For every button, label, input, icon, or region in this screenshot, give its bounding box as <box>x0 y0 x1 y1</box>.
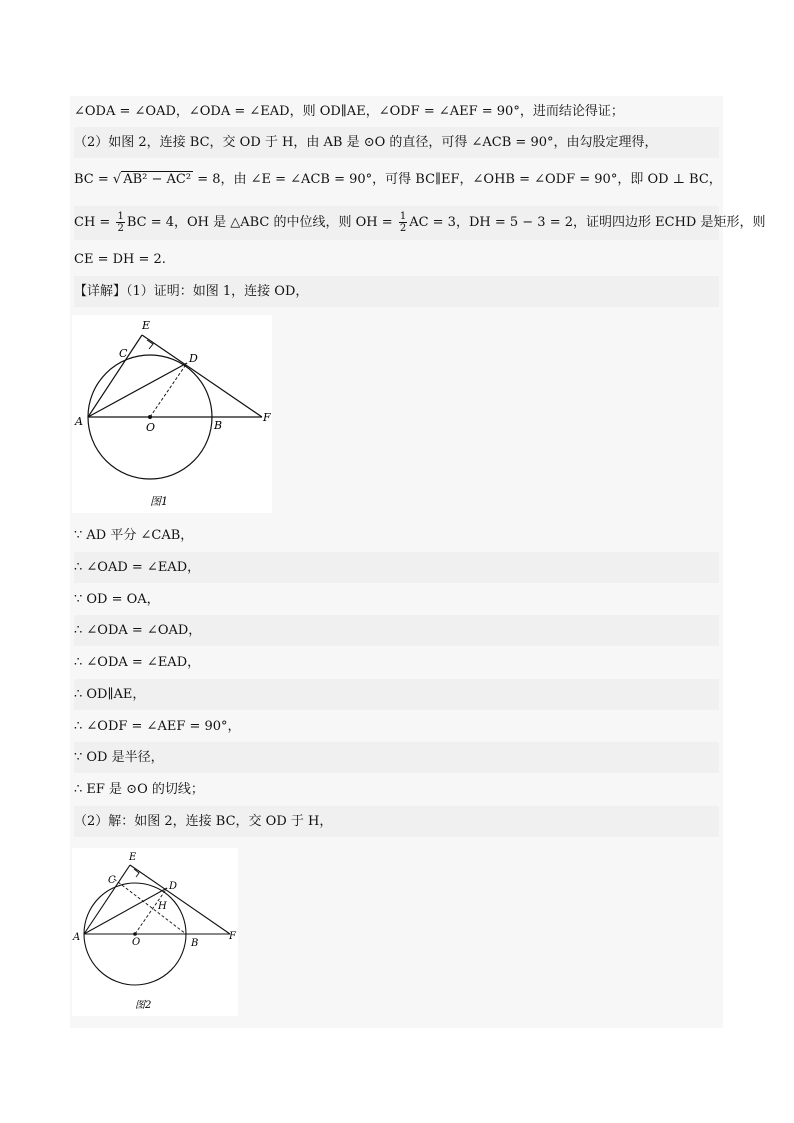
analysis-text-4a: CH = <box>74 215 115 230</box>
line-ef <box>142 335 262 417</box>
fraction-numerator: 1 <box>117 211 124 222</box>
line-od-dashed <box>150 363 187 417</box>
label-e: E <box>142 319 151 332</box>
figure-2-caption: 图2 <box>135 1000 152 1011</box>
line-ad <box>84 888 167 934</box>
label-e: E <box>129 852 137 863</box>
label-f: F <box>229 931 236 942</box>
fraction-denominator: 2 <box>117 223 124 234</box>
analysis-text-4b: BC = 4，OH 是 △ABC 的中位线，则 OH = <box>126 215 397 230</box>
line-ae <box>88 335 142 417</box>
detail-step-4 <box>74 615 719 646</box>
analysis-text-5: CE = DH = 2. <box>74 252 166 267</box>
analysis-line-5 <box>74 244 719 275</box>
detail-step-text: ∵ OD = OA， <box>74 592 160 607</box>
detail-step-10 <box>74 806 719 837</box>
analysis-text-4c: AC = 3，DH = 5 − 3 = 2，证明四边形 ECHD 是矩形，则 <box>409 215 766 230</box>
point-o <box>148 415 152 419</box>
label-c: C <box>108 875 116 886</box>
figure-2 <box>72 848 238 1016</box>
label-h: H <box>158 901 167 912</box>
detail-step-text: ∴ EF 是 ⊙O 的切线； <box>74 782 204 797</box>
detail-step-3 <box>74 584 719 615</box>
label-o: O <box>132 937 141 948</box>
detail-step-text: ∴ OD∥AE， <box>74 687 146 702</box>
label-b: B <box>214 419 223 432</box>
line-ad <box>88 363 187 417</box>
sqrt-radicand: AB² − AC² <box>123 172 192 187</box>
detail-step-text: ∴ ∠ODA = ∠OAD， <box>74 623 202 638</box>
label-a: A <box>75 415 83 428</box>
label-f: F <box>263 411 271 424</box>
detail-step-1 <box>74 520 719 551</box>
detail-step-text: （2）解：如图 2，连接 BC，交 OD 于 H， <box>74 814 333 829</box>
fraction-half-1 <box>116 211 124 234</box>
detail-heading <box>74 276 719 307</box>
fraction-numerator: 1 <box>399 211 407 222</box>
label-o: O <box>146 421 156 434</box>
detail-step-text: ∴ ∠ODF = ∠AEF = 90°， <box>74 719 241 734</box>
detail-step-6 <box>74 679 719 710</box>
analysis-text-3c: = 8，由 ∠E = ∠ACB = 90°，可得 BC∥EF，∠OHB = ∠ODF = 90°，即 OD ⊥ BC， <box>193 172 722 187</box>
label-d: D <box>189 352 198 365</box>
analysis-text-1: ∠ODA = ∠OAD，∠ODA = ∠EAD，则 OD∥AE，∠ODF = ∠AEF = 90°，进而结论得证； <box>74 104 624 119</box>
detail-step-text: ∴ ∠ODA = ∠EAD， <box>74 655 201 670</box>
analysis-text-2: （2）如图 2，连接 BC，交 OD 于 H，由 AB 是 ⊙O 的直径，可得 ∠ACB = 90°，由勾股定理得， <box>74 135 658 150</box>
analysis-line-2 <box>74 127 719 158</box>
line-ef <box>130 865 230 934</box>
analysis-text-3a: BC = <box>74 172 113 187</box>
line-ae <box>84 865 130 934</box>
detail-heading-text: 【详解】（1）证明：如图 1，连接 OD， <box>74 284 309 299</box>
analysis-line-1 <box>74 96 719 127</box>
figure-2-diagram <box>72 848 238 1016</box>
detail-step-text: ∵ OD 是半径， <box>74 750 164 765</box>
detail-step-7 <box>74 711 719 742</box>
detail-step-9 <box>74 774 719 805</box>
analysis-line-3 <box>74 164 722 195</box>
label-a: A <box>73 932 81 943</box>
detail-step-2 <box>74 552 719 583</box>
figure-1-diagram <box>72 315 272 513</box>
analysis-line-4 <box>74 206 766 240</box>
detail-step-text: ∴ ∠OAD = ∠EAD， <box>74 560 201 575</box>
detail-step-8 <box>74 742 719 773</box>
label-c: C <box>119 347 128 360</box>
fraction-half-2 <box>399 211 407 234</box>
figure-1-caption: 图1 <box>150 495 168 508</box>
label-b: B <box>191 938 199 949</box>
label-d: D <box>169 881 178 892</box>
detail-step-5 <box>74 647 719 678</box>
point-o <box>133 932 137 936</box>
figure-1 <box>72 315 272 513</box>
sqrt-sign: √ <box>112 172 122 187</box>
fraction-denominator: 2 <box>399 223 407 234</box>
detail-step-text: ∵ AD 平分 ∠CAB， <box>74 528 194 543</box>
